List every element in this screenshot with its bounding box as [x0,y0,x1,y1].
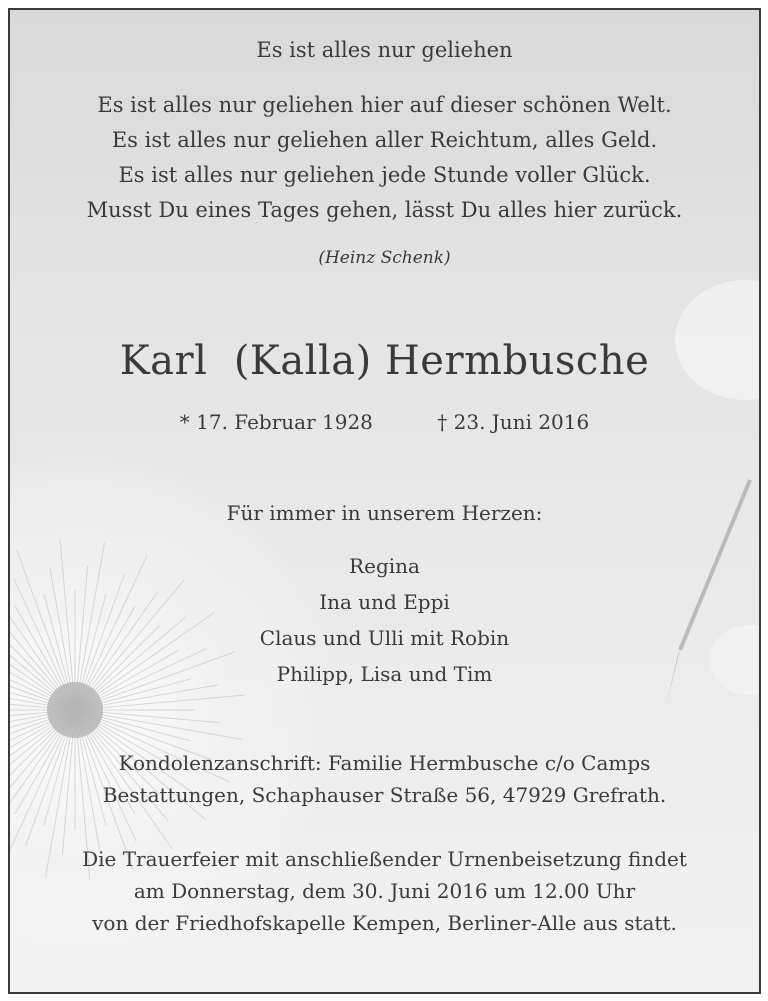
mourner-name: Claus und Ulli mit Robin [259,626,510,650]
poem-line: Es ist alles nur geliehen hier auf dieser schönen Welt. [97,93,672,117]
condolence-address [10,747,759,811]
poem-title: Es ist alles nur geliehen [256,38,513,62]
death-date: † 23. Juni 2016 [437,410,590,434]
mourner-name: Ina und Eppi [319,590,450,614]
ceremony-line: Die Trauerfeier mit anschließender Urnenbeisetzung findet [82,847,687,871]
poem-line: Es ist alles nur geliehen aller Reichtum, alles Geld. [111,128,658,152]
poem-author: (Heinz Schenk) [318,248,451,268]
poem-lines [10,88,759,228]
dedication-line: Für immer in unserem Herzen: [226,501,543,525]
mourner-name: Regina [349,554,420,578]
deceased-name: Karl (Kalla) Hermbusche [119,338,650,384]
poem-line: Es ist alles nur geliehen jede Stunde voller Glück. [118,163,651,187]
mourner-name: Philipp, Lisa und Tim [276,662,493,686]
life-dates [10,410,759,434]
birth-date: * 17. Februar 1928 [179,410,373,434]
ceremony-info [10,843,759,939]
condolence-line: Bestattungen, Schaphauser Straße 56, 47929 Grefrath. [102,783,667,807]
ceremony-line: am Donnerstag, dem 30. Juni 2016 um 12.00 Uhr [133,879,636,903]
obituary-notice [8,8,761,994]
ceremony-line: von der Friedhofskapelle Kempen, Berliner-Alle aus statt. [92,911,677,935]
poem-line: Musst Du eines Tages gehen, lässt Du alles hier zurück. [86,198,683,222]
mourners-list [10,548,759,692]
condolence-line: Kondolenzanschrift: Familie Hermbusche c/o Camps [118,751,651,775]
